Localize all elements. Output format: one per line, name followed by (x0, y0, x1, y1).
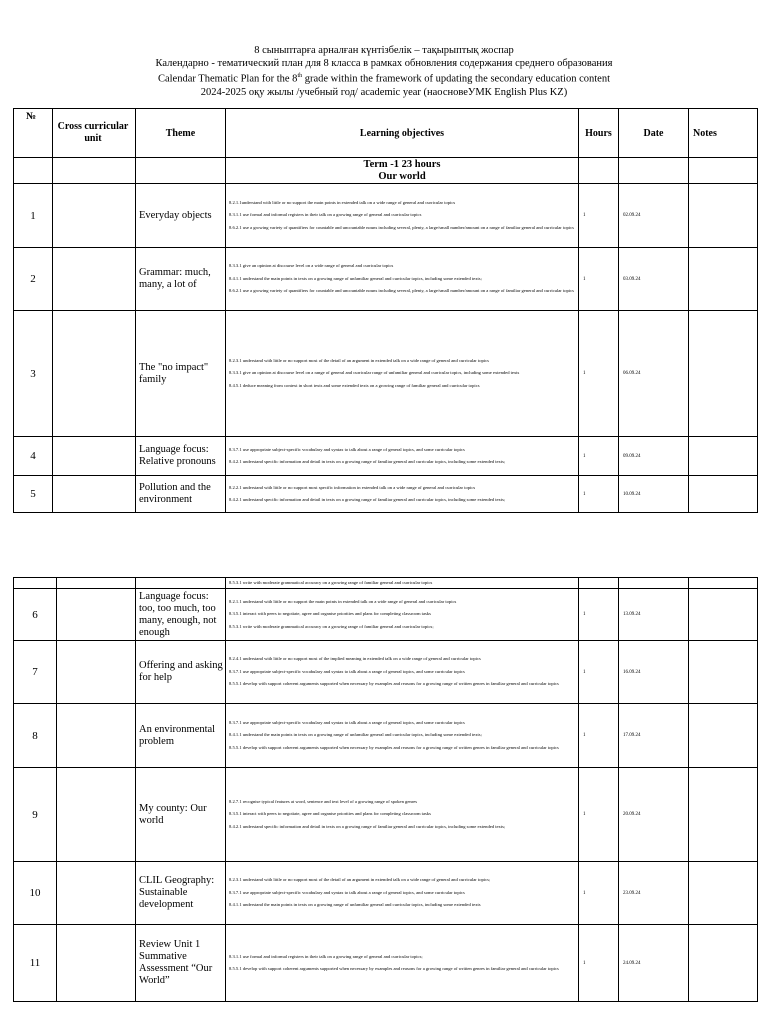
table-row (14, 704, 758, 768)
objective-item: 8.4.1.1 understand the main points in texts on a growing range of unfamiliar general and curricular topics, including some extended texts (229, 902, 481, 908)
objective-item: 8.4.1.1 understand the main points in texts on a growing range of unfamiliar general and curricular topics, including some extended texts; (229, 275, 482, 281)
cross-curricular-cell (53, 437, 136, 476)
header-title-english-sup: th (297, 73, 303, 79)
lesson-hours: 1 (579, 589, 619, 641)
notes-cell (689, 641, 758, 704)
header-title-russian: Календарно - тематический план для 8 класса в рамках обновления содержания среднего образования (155, 58, 613, 69)
objective-item: 8.2.3.1 understand with little or no support most of the detail of an argument in extended talk on a wide range of general and curricular topics; (229, 877, 491, 883)
lesson-hours: 1 (579, 311, 619, 437)
lesson-date: 24.09.24 (619, 925, 689, 1002)
column-header-number: № (14, 109, 53, 158)
term-row (14, 158, 758, 184)
objective-item: 8.2.1.1understand with little or no support the main points in extended talk on a wide range of general and curricular topics (229, 199, 456, 205)
lesson-number: 10 (14, 862, 57, 925)
lesson-date: 10.09.24 (619, 476, 689, 513)
lesson-hours: 1 (579, 768, 619, 862)
lesson-date: 20.09.24 (619, 768, 689, 862)
unit-title: Our world (378, 170, 426, 182)
objective-item: 8.3.7.1 use appropriate subject-specific vocabulary and syntax to talk about a range of general topics, and some curricular topics (229, 446, 465, 452)
objective-item: 8.6.2.1 use a growing variety of quantifiers for countable and uncountable nouns including several, plenty, a large/small number/amount on a range of familiar general and curricular topics (229, 224, 574, 230)
table-row (14, 862, 758, 925)
objective-item: 8.3.1.1 use formal and informal registers in their talk on a growing range of general and curricular topics (229, 212, 422, 218)
cross-curricular-cell (57, 589, 136, 641)
objective-item: 8.3.3.1 give an opinion at discourse level on a range of general and curricular range of unfamiliar general and curricular topics, including some extended texts (229, 370, 520, 376)
lesson-date: 02.09.24 (619, 184, 689, 248)
cross-curricular-cell (53, 311, 136, 437)
learning-objectives (226, 925, 579, 1002)
lesson-date: 16.09.24 (619, 641, 689, 704)
column-header-cross-curricular: Cross curricular unit (53, 109, 136, 158)
lesson-theme: Grammar: much, many, a lot of (136, 248, 226, 311)
lesson-number: 3 (14, 311, 53, 437)
lesson-number: 6 (14, 589, 57, 641)
objective-item: 8.2.1.1 understand with little or no support the main points in extended talk on a wide range of general and curricular topics (229, 598, 457, 604)
table-row (14, 437, 758, 476)
column-header-notes: Notes (689, 109, 758, 158)
cross-curricular-cell (53, 248, 136, 311)
term-hours: Term -1 23 hours (363, 158, 441, 170)
column-header-hours: Hours (579, 109, 619, 158)
lesson-theme: My county: Our world (136, 768, 226, 862)
table-row (14, 311, 758, 437)
lesson-hours: 1 (579, 925, 619, 1002)
learning-objectives (226, 862, 579, 925)
objective-item: 8.5.5.1 develop with support coherent arguments supported when necessary by examples and reasons for a growing range of written genres in familiar general and curricular topics (229, 966, 559, 971)
objective-item: 8.4.2.1 understand specific information and detail in texts on a growing range of familiar general and curricular topics, including some extended texts; (229, 497, 506, 502)
objective-item: 8.3.5.1 interact with peers to negotiate, agree and organise priorities and plans for completing classroom tasks (229, 611, 431, 617)
objective-item: 8.2.7.1 recognise typical features at word, sentence and text level of a growing range of spoken genres (229, 798, 418, 804)
table-row (14, 589, 758, 641)
thematic-plan-table-page1 (13, 108, 758, 513)
objective-item: 8.3.7.1 use appropriate subject-specific vocabulary and syntax to talk about a range of general topics, and some curricular topics (229, 889, 465, 895)
notes-cell (689, 768, 758, 862)
column-header-theme: Theme (136, 109, 226, 158)
continued-row (14, 578, 758, 589)
cross-curricular-cell (53, 476, 136, 513)
notes-cell (689, 589, 758, 641)
lesson-theme: Everyday objects (136, 184, 226, 248)
lesson-hours: 1 (579, 437, 619, 476)
learning-objectives (226, 476, 579, 513)
learning-objectives (226, 589, 579, 641)
lesson-date: 17.09.24 (619, 704, 689, 768)
lesson-number: 9 (14, 768, 57, 862)
table-row (14, 641, 758, 704)
learning-objectives (226, 437, 579, 476)
column-header-date: Date (619, 109, 689, 158)
objective-item: 8.3.7.1 use appropriate subject-specific vocabulary and syntax to talk about a range of general topics, and some curricular topics (229, 668, 465, 674)
table-row (14, 925, 758, 1002)
lesson-hours: 1 (579, 248, 619, 311)
lesson-hours: 1 (579, 476, 619, 513)
lesson-number: 4 (14, 437, 53, 476)
notes-cell (689, 248, 758, 311)
lesson-hours: 1 (579, 704, 619, 768)
learning-objectives (226, 184, 579, 248)
learning-objectives (226, 768, 579, 862)
lesson-number: 8 (14, 704, 57, 768)
thematic-plan-table-page2 (13, 577, 758, 1002)
lesson-number: 2 (14, 248, 53, 311)
objective-item: 8.4.5.1 deduce meaning from context in short texts and some extended texts on a growing range of familiar general and curricular topics (229, 382, 480, 388)
objective-item: 8.2.4.1 understand with little or no support most of the implied meaning in extended talk on a wide range of general and curricular topics (229, 656, 481, 662)
document-header (0, 44, 768, 99)
table-row (14, 476, 758, 513)
cross-curricular-cell (57, 641, 136, 704)
objective-item: 8.3.3.1 give an opinion at discourse level on a wide range of general and curricular topics (229, 263, 394, 269)
lesson-number: 7 (14, 641, 57, 704)
lesson-number: 1 (14, 184, 53, 248)
objective-item: 8.5.5.1 develop with support coherent arguments supported when necessary by examples and reasons for a growing range of written genres in familiar general and curricular topics (229, 681, 559, 687)
lesson-theme: Language focus: Relative pronouns (136, 437, 226, 476)
cross-curricular-cell (57, 768, 136, 862)
objective-item: 8.4.2.1 understand specific information and detail in texts on a growing range of familiar general and curricular topics, including some extended texts; (229, 823, 506, 829)
column-header-objectives: Learning objectives (226, 109, 579, 158)
lesson-theme: An environmental problem (136, 704, 226, 768)
header-title-english-main: Calendar Thematic Plan for the 8 (157, 73, 298, 85)
learning-objectives (226, 704, 579, 768)
cross-curricular-cell (57, 925, 136, 1002)
notes-cell (689, 184, 758, 248)
objective-item: 8.3.1.1 use formal and informal registers in their talk on a growing range of general and curricular topics; (229, 953, 423, 959)
lesson-date: 03.09.24 (619, 248, 689, 311)
table-header-row (14, 109, 758, 158)
notes-cell (689, 437, 758, 476)
lesson-theme: Pollution and the environment (136, 476, 226, 513)
term-heading (226, 158, 579, 184)
lesson-date: 09.09.24 (619, 437, 689, 476)
table-row (14, 768, 758, 862)
learning-objectives (226, 641, 579, 704)
lesson-hours: 1 (579, 641, 619, 704)
cross-curricular-cell (53, 184, 136, 248)
notes-cell (689, 476, 758, 513)
lesson-date: 13.09.24 (619, 589, 689, 641)
header-title-kazakh: 8 сыныптарға арналған күнтізбелік – тақырыптық жоспар (254, 45, 514, 56)
lesson-hours: 1 (579, 862, 619, 925)
objective-item: 8.5.3.1 write with moderate grammatical accuracy on a growing range of familiar general and curricular topics; (229, 623, 434, 629)
objective-item: 8.2.3.1 understand with little or no support most of the detail of an argument in extended talk on a wide range of general and curricular topics (229, 357, 489, 363)
lesson-number: 11 (14, 925, 57, 1002)
objective-item: 8.4.1.1 understand the main points in texts on a growing range of unfamiliar general and curricular topics, including some extended texts; (229, 732, 482, 738)
lesson-theme: Offering and asking for help (136, 641, 226, 704)
objective-item: 8.3.5.1 interact with peers to negotiate, agree and organise priorities and plans for completing classroom tasks (229, 811, 431, 817)
lesson-theme: Review Unit 1 Summative Assessment “Our World” (136, 925, 226, 1002)
lesson-number: 5 (14, 476, 53, 513)
cross-curricular-cell (57, 862, 136, 925)
notes-cell (689, 704, 758, 768)
lesson-date: 06.09.24 (619, 311, 689, 437)
objective-item: 8.6.2.1 use a growing variety of quantifiers for countable and uncountable nouns including several, plenty, a large/small number/amount on a range of familiar general and curricular topics (229, 288, 574, 294)
notes-cell (689, 925, 758, 1002)
learning-objectives (226, 248, 579, 311)
lesson-theme: CLIL Geography: Sustainable development (136, 862, 226, 925)
objective-item: 8.2.2.1 understand with little or no support most specific information in extended talk on a wide range of general and curricular topics (229, 484, 476, 490)
lesson-theme: The "no impact" family (136, 311, 226, 437)
objective-item: 8.5.5.1 develop with support coherent arguments supported when necessary by examples and reasons for a growing range of written genres in familiar general and curricular topics (229, 744, 559, 750)
objective-item: 8.3.7.1 use appropriate subject-specific vocabulary and syntax to talk about a range of general topics, and some curricular topics (229, 719, 465, 725)
header-title-english-rest: grade within the framework of updating the secondary education content (302, 73, 611, 85)
header-title-english (0, 70, 768, 86)
notes-cell (689, 862, 758, 925)
cross-curricular-cell (57, 704, 136, 768)
table-row (14, 184, 758, 248)
continued-objective: 8.5.3.1 write with moderate grammatical accuracy on a growing range of familiar general and curricular topics (226, 578, 579, 589)
lesson-theme: Language focus: too, too much, too many, enough, not enough (136, 589, 226, 641)
table-row (14, 248, 758, 311)
notes-cell (689, 311, 758, 437)
lesson-date: 23.09.24 (619, 862, 689, 925)
learning-objectives (226, 311, 579, 437)
header-academic-year: 2024-2025 оқу жылы /учебный год/ academic year (наосновеУМК English Plus KZ) (200, 86, 568, 98)
objective-item: 8.4.2.1 understand specific information and detail in texts on a growing range of familiar general and curricular topics, including some extended texts; (229, 459, 506, 464)
lesson-hours: 1 (579, 184, 619, 248)
